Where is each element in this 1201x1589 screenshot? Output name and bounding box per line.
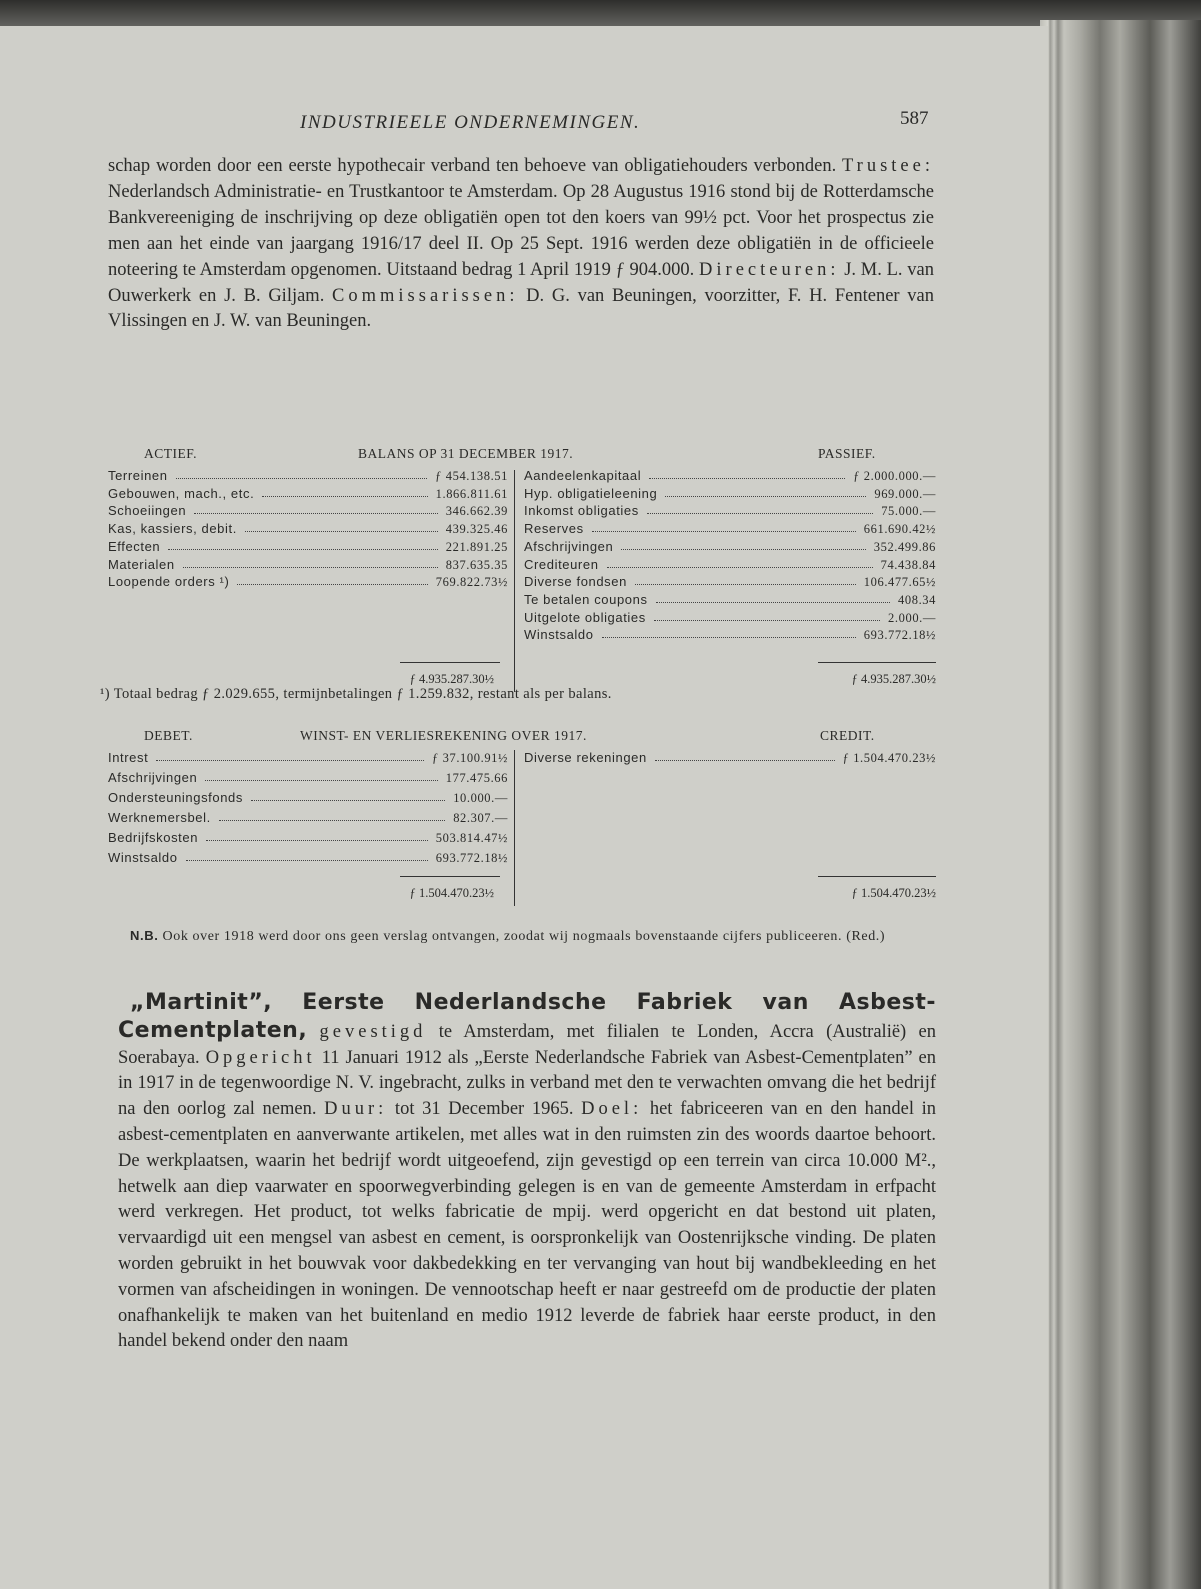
ledger-row-right <box>524 592 936 608</box>
leader-dots <box>621 549 866 550</box>
leader-dots <box>186 860 428 861</box>
ledger-row-left <box>108 830 508 846</box>
row-value: 346.662.39 <box>445 504 508 519</box>
pl-left-total: ƒ 1.504.470.23½ <box>409 886 494 900</box>
row-label: Winstsaldo <box>524 627 594 643</box>
leader-dots <box>205 780 438 781</box>
intro-text-1: schap worden door een eerste hypothecair verband ten behoeve van obligatiehouders verbonden. <box>108 156 843 176</box>
row-value: ƒ 2.000.000.— <box>853 469 936 483</box>
row-label: Te betalen coupons <box>524 591 648 607</box>
row-value: 837.635.35 <box>445 557 508 572</box>
row-value: 10.000.— <box>453 791 508 805</box>
page-number: 587 <box>900 108 929 129</box>
leader-dots <box>649 478 845 479</box>
ledger-row-right <box>524 574 936 590</box>
martinit-text-3: tot 31 December 1965. <box>387 1099 582 1120</box>
row-value: 82.307.— <box>453 811 508 825</box>
row-value: 408.34 <box>898 592 936 607</box>
martinit-text-2: 11 Januari 1912 als „Eerste Nederlandsche Fabriek van Asbest-Cementplaten” en in 1917 in de tegenwoordige N. V. ingebracht, zulks in verband met den te verwachten omvang die het bedrijf na den oorlog zal nemen. <box>118 1047 937 1120</box>
row-value: 74.438.84 <box>880 557 936 572</box>
leader-dots <box>176 478 427 479</box>
row-value: ƒ 1.504.470.23½ <box>842 751 936 765</box>
row-label: Werknemersbel. <box>108 810 211 825</box>
gevestigd-label: gevestigd <box>319 1021 427 1042</box>
leader-dots <box>156 760 424 761</box>
ledger-row-left <box>108 539 508 555</box>
trustee-label: Trustee: <box>842 156 934 176</box>
row-label: Aandeelenkapitaal <box>524 468 642 483</box>
leader-dots <box>237 584 428 585</box>
balance-left-rule <box>400 662 500 663</box>
nb-label: N.B. <box>130 928 159 943</box>
row-label: Kas, kassiers, debit. <box>108 521 237 537</box>
opgericht-label: Opgericht <box>205 1047 316 1068</box>
ledger-row-right <box>524 610 936 626</box>
intro-paragraph <box>108 154 934 335</box>
pl-right-head: CREDIT. <box>820 728 875 743</box>
leader-dots <box>183 567 438 568</box>
leader-dots <box>655 760 835 761</box>
martinit-text-4: het fabriceeren van en den handel in asbest-cementplaten en aanverwante artikelen, met alles wat in den ruimsten zin des woords daartoe behoort. De werkplaatsen, waarin het bedrijf wordt uitgeoefend, zijn gevestigd op een terrein van circa 10.000 M²., hetwelk aan diep vaarwater en spoorwegverbinding gelegen is en van de gemeente Amsterdam in erfpacht werd verkregen. Het product, tot welks fabricatie de mpij. werd opgericht en dat bestond uit platen, vervaardigd uit een mengsel van asbest en cement, is oorspronkelijk van Oostenrijksche vinding. De platen worden gebruikt in het bouwvak voor dakbedekking en ter vervanging van hout bij wandbekleeding en het vormen van afscheidingen in woningen. De vennootschap heeft er naar gestreefd om de productie der platen onafhankelijk te maken van het buitenland en medio 1912 leverde de fabriek haar eerste product, in den handel bekend onder den naam <box>118 1099 936 1352</box>
leader-dots <box>607 567 873 568</box>
row-label: Bedrijfskosten <box>108 830 199 845</box>
row-value: 969.000.— <box>874 486 936 501</box>
ledger-row-right <box>524 557 936 573</box>
ledger-row-right <box>524 521 936 537</box>
ledger-row-left <box>108 486 508 502</box>
row-label: Intrest <box>108 750 149 765</box>
leader-dots <box>635 584 856 585</box>
running-head <box>0 108 1048 136</box>
row-value: ƒ 37.100.91½ <box>432 751 508 765</box>
ledger-row-left <box>108 574 508 590</box>
row-value: 769.822.73½ <box>435 575 508 590</box>
ledger-row-left <box>108 503 508 519</box>
pl-left-rule <box>400 876 500 877</box>
row-value: 2.000.— <box>888 610 936 625</box>
leader-dots <box>665 496 866 497</box>
row-label: Gebouwen, mach., etc. <box>108 485 255 501</box>
pl-right-total: ƒ 1.504.470.23½ <box>851 886 936 900</box>
row-value: 221.891.25 <box>445 539 508 554</box>
pl-right-rule <box>818 876 936 877</box>
leader-dots <box>656 602 890 603</box>
ledger-row-left <box>108 750 508 766</box>
intro-text-2: Nederlandsch Administratie- en Trustkantoor te Amsterdam. Op 28 Augustus 1916 stond bij de Rotterdamsche Bankvereeniging de inschrijving op deze obligatiën open tot den koers van 99½ pct. Voor het prospectus zie men aan het einde van jaargang 1916/17 deel II. Op 25 Sept. 1916 werden deze obligatiën in de officieele noteering te Amsterdam opgenomen. Uitstaand bedrag 1 April 1919 ƒ 904.000. <box>108 181 934 280</box>
company-name: „Martinit”, Eerste Nederlandsche Fabriek van Asbest-Cementplaten, <box>118 990 936 1043</box>
leader-dots <box>647 513 873 514</box>
martinit-paragraph <box>118 990 936 1355</box>
row-label: Winstsaldo <box>108 850 178 865</box>
ledger-row-left <box>108 468 508 484</box>
ledger-row-right <box>524 486 936 502</box>
balance-sheet <box>100 446 936 702</box>
row-value: 439.325.46 <box>445 522 508 537</box>
row-value: ƒ 454.138.51 <box>435 469 508 483</box>
row-label: Inkomst obligaties <box>524 503 639 519</box>
row-label: Schoeiingen <box>108 503 187 519</box>
leader-dots <box>206 840 428 841</box>
book-page-edges <box>1040 20 1201 1589</box>
row-label: Uitgelote obligaties <box>524 609 646 625</box>
leader-dots <box>194 513 438 514</box>
row-label: Ondersteuningsfonds <box>108 790 243 805</box>
leader-dots <box>592 531 856 532</box>
row-label: Hyp. obligatieleening <box>524 485 658 501</box>
row-value: 106.477.65½ <box>863 575 936 590</box>
row-value: 1.866.811.61 <box>435 486 508 501</box>
row-label: Afschrijvingen <box>108 770 198 785</box>
balance-right-head: PASSIEF. <box>818 446 876 461</box>
row-label: Reserves <box>524 521 584 537</box>
ledger-row-left <box>108 521 508 537</box>
leader-dots <box>168 549 438 550</box>
balance-right-total: ƒ 4.935.287.30½ <box>851 672 936 686</box>
profit-loss-account <box>108 728 934 908</box>
row-value: 503.814.47½ <box>435 831 508 845</box>
row-value: 693.772.18½ <box>435 851 508 865</box>
pl-left-head: DEBET. <box>144 728 193 743</box>
nb-text: Ook over 1918 werd door ons geen verslag ontvangen, zoodat wij nogmaals bovenstaande cijfers publiceeren. (Red.) <box>158 929 886 944</box>
row-value: 693.772.18½ <box>863 628 936 643</box>
editor-note <box>130 926 940 946</box>
pl-title: WINST- EN VERLIESREKENING OVER 1917. <box>300 728 587 743</box>
leader-dots <box>262 496 428 497</box>
leader-dots <box>219 820 445 821</box>
ledger-row-right <box>524 539 936 555</box>
row-label: Effecten <box>108 538 161 554</box>
intro-text-4: D. G. van Beuningen, voorzitter, F. H. Fentener van Vlissingen en J. W. van Beuningen. <box>108 285 934 332</box>
pl-divider <box>514 750 515 906</box>
ledger-row-left <box>108 770 508 786</box>
row-value: 75.000.— <box>881 504 936 519</box>
balance-left-head: ACTIEF. <box>144 446 198 461</box>
ledger-row-left <box>108 810 508 826</box>
ledger-row-right <box>524 750 936 766</box>
ledger-row-left <box>108 557 508 573</box>
row-label: Loopende orders ¹) <box>108 574 230 590</box>
balance-divider <box>514 470 515 692</box>
running-head-title: INDUSTRIEELE ONDERNEMINGEN. <box>300 112 641 133</box>
leader-dots <box>251 800 445 801</box>
doel-label: Doel: <box>581 1099 643 1120</box>
ledger-row-right <box>524 627 936 643</box>
balance-left-total: ƒ 4.935.287.30½ <box>409 672 494 686</box>
ledger-row-right <box>524 468 936 484</box>
row-value: 352.499.86 <box>873 539 936 554</box>
duur-label: Duur: <box>324 1099 388 1120</box>
row-label: Diverse fondsen <box>524 574 627 590</box>
intro-text-3: J. M. L. van Ouwerkerk en J. B. Giljam. <box>108 259 934 306</box>
ledger-row-left <box>108 850 508 866</box>
row-label: Terreinen <box>108 468 168 483</box>
balance-right-rule <box>818 662 936 663</box>
row-label: Crediteuren <box>524 556 599 572</box>
row-label: Materialen <box>108 556 175 572</box>
leader-dots <box>654 620 880 621</box>
leader-dots <box>602 637 856 638</box>
row-label: Afschrijvingen <box>524 538 614 554</box>
martinit-text-1: te Amsterdam, met filialen te Londen, Accra (Australië) en Soerabaya. <box>118 1021 936 1068</box>
ledger-row-left <box>108 790 508 806</box>
directeuren-label: Directeuren: <box>699 259 840 280</box>
row-value: 177.475.66 <box>445 771 508 785</box>
balance-title: BALANS OP 31 DECEMBER 1917. <box>358 446 574 461</box>
balance-footnote: ¹) Totaal bedrag ƒ 2.029.655, termijnbetalingen ƒ 1.259.832, restant als per balans. <box>100 686 612 702</box>
commissarissen-label: Commissarissen: <box>332 285 519 306</box>
leader-dots <box>245 531 438 532</box>
row-label: Diverse rekeningen <box>524 750 647 765</box>
ledger-row-right <box>524 503 936 519</box>
row-value: 661.690.42½ <box>863 522 936 537</box>
